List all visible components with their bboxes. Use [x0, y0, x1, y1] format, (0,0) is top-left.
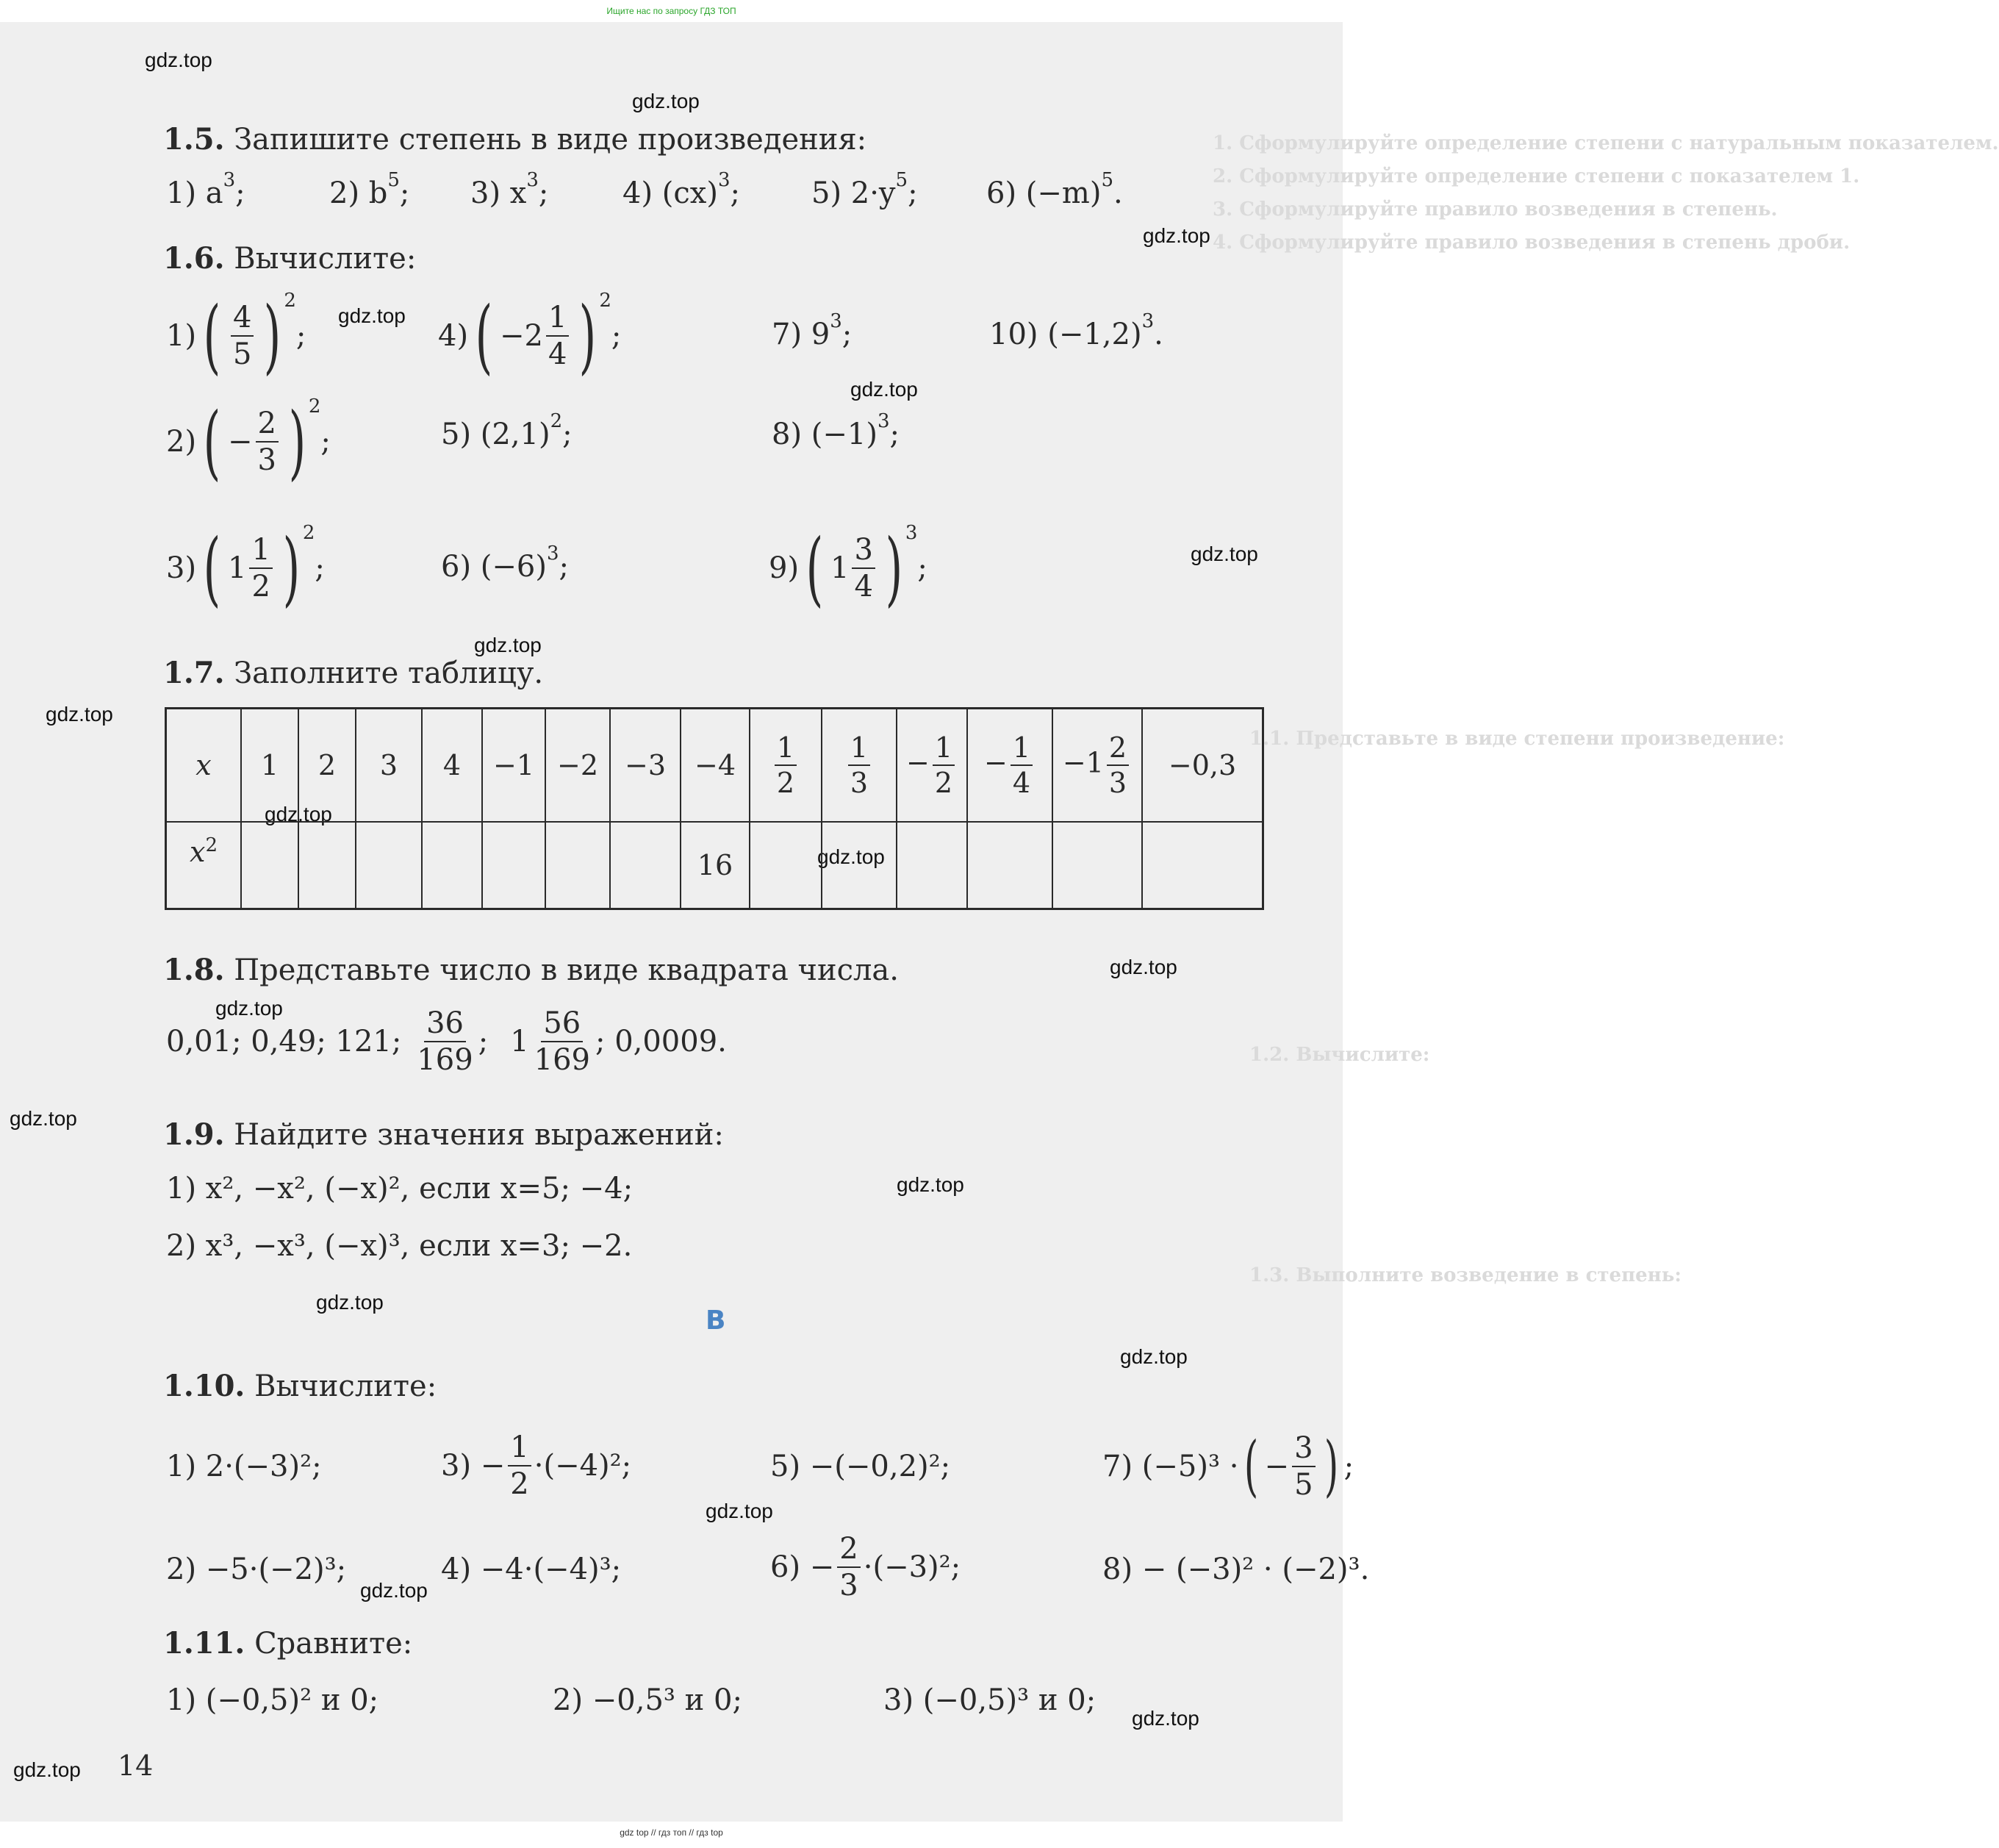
task-1-9-line-1: 1) x², −x², (−x)², если x=5; −4; — [166, 1172, 634, 1206]
watermark: gdz.top — [1110, 956, 1177, 978]
fraction — [414, 1006, 475, 1077]
exponent: 5 — [895, 169, 908, 191]
table-cell-empty — [897, 822, 967, 909]
paren-open: ( — [203, 395, 221, 489]
task-1-5-item — [986, 169, 1123, 210]
exponent: 3 — [526, 169, 539, 191]
numerator: 1 — [848, 734, 870, 766]
denominator: 5 — [232, 337, 252, 371]
fraction — [532, 1006, 592, 1077]
denominator: 3 — [839, 1569, 858, 1602]
denominator: 3 — [1108, 767, 1127, 799]
paren-close: ) — [579, 289, 597, 383]
paren-open: ( — [203, 289, 221, 383]
top-banner: Ищите нас по запросу ГДЗ ТОП — [606, 6, 736, 16]
exponent: 2 — [550, 410, 563, 432]
item-label: 4) — [438, 319, 469, 353]
exponent: 3 — [717, 169, 731, 191]
denominator: 2 — [251, 570, 270, 604]
table-cell — [967, 709, 1052, 823]
watermark: gdz.top — [1132, 1707, 1199, 1730]
numerator: 2 — [837, 1534, 860, 1568]
sign: − — [1264, 1450, 1290, 1483]
numerator: 3 — [852, 535, 875, 569]
item-label: 8) (−1) — [772, 418, 878, 451]
exponent: 3 — [877, 410, 890, 432]
denominator: 3 — [850, 767, 869, 799]
exponent: 5 — [387, 169, 400, 191]
task-1-6-item-6 — [441, 542, 569, 584]
task-1-8-line — [166, 1001, 727, 1082]
task-1-10-item-4: 4) −4·(−4)³; — [441, 1552, 622, 1586]
item-label: 3) − — [441, 1449, 506, 1483]
task-number: 1.6. — [163, 241, 225, 276]
exponent: 2 — [308, 395, 321, 418]
table-cell-empty — [1142, 822, 1263, 909]
task-1-10-item-7 — [1102, 1426, 1354, 1507]
table-cell — [822, 709, 897, 823]
bleed-line: 1. Сформулируйте определение степени с натуральным показателем. — [1213, 132, 1999, 154]
table-cell: −1 — [482, 709, 545, 823]
paren-open: ( — [805, 521, 824, 615]
bleed-line: 1.3. Выполните возведение в степень: — [1249, 1264, 1682, 1286]
sign: − — [905, 746, 930, 779]
bleed-line: 2. Сформулируйте определение степени с показателем 1. — [1213, 165, 1860, 187]
task-1-11-item-3: 3) (−0,5)³ и 0; — [883, 1683, 1097, 1717]
item-end: ; — [917, 551, 927, 585]
task-number: 1.11. — [163, 1626, 245, 1661]
fraction — [1107, 731, 1129, 799]
table-cell-empty — [750, 822, 822, 909]
task-1-8-heading — [163, 953, 899, 987]
task-number: 1.5. — [163, 122, 225, 157]
item-text: 4) (cx) — [622, 176, 718, 210]
task-1-10-item-3 — [441, 1429, 631, 1503]
task-number: 1.9. — [163, 1117, 225, 1152]
task-1-6-item-2 — [166, 394, 331, 490]
table-cell — [750, 709, 822, 823]
task-1-6-item-3 — [166, 520, 325, 616]
item-end: ; — [841, 318, 853, 351]
denominator: 2 — [776, 767, 795, 799]
table-cell: −3 — [610, 709, 681, 823]
separator: ; — [478, 1025, 489, 1059]
item-end: ; — [611, 319, 622, 353]
watermark: gdz.top — [46, 703, 113, 726]
task-title: Вычислите: — [254, 1369, 437, 1403]
denominator: 169 — [534, 1043, 590, 1077]
item-end: ; — [315, 551, 325, 585]
fraction — [508, 1430, 531, 1501]
numerator: 2 — [256, 409, 279, 443]
var-x: x — [195, 749, 212, 781]
task-title: Сравните: — [254, 1627, 413, 1661]
item-end: ; — [320, 425, 331, 459]
bleed-line: 3. Сформулируйте правило возведения в степень. — [1213, 198, 1778, 221]
fraction — [1011, 731, 1033, 799]
table-cell-empty — [482, 822, 545, 909]
difficulty-level-label: B — [706, 1306, 726, 1336]
task-1-5-item — [811, 169, 918, 210]
paren-close: ) — [885, 521, 903, 615]
exponent: 3 — [546, 542, 559, 565]
bleed-line: 1.1. Представьте в виде степени произведение: — [1249, 728, 1785, 750]
numerator: 1 — [508, 1433, 531, 1466]
item-end: ; — [235, 176, 245, 210]
item-text: 2) b — [329, 176, 388, 210]
task-title: Вычислите: — [234, 242, 417, 276]
table-cell: 16 — [681, 822, 750, 909]
task-1-10-item-5: 5) −(−0,2)²; — [770, 1450, 951, 1483]
task-title: Найдите значения выражений: — [234, 1118, 724, 1152]
number-list-tail: ; 0,0009. — [595, 1025, 727, 1059]
table-cell — [897, 709, 967, 823]
denominator: 4 — [548, 337, 567, 371]
fraction — [1292, 1433, 1315, 1500]
denominator: 169 — [417, 1043, 473, 1077]
task-1-10-item-8: 8) − (−3)² · (−2)³. — [1102, 1552, 1370, 1586]
table-cell: 1 — [241, 709, 298, 823]
task-1-10-item-6 — [770, 1530, 961, 1604]
table-header-cell — [166, 709, 242, 823]
task-title: Запишите степень в виде произведения: — [234, 123, 867, 157]
item-label: 9) — [769, 551, 800, 585]
item-end: ; — [889, 418, 900, 451]
task-title: Представьте число в виде квадрата числа. — [234, 953, 899, 987]
watermark: gdz.top — [817, 845, 885, 868]
numerator: 4 — [231, 303, 254, 337]
fraction — [546, 303, 569, 369]
task-number: 1.8. — [163, 953, 225, 987]
paren-open: ( — [203, 521, 221, 615]
watermark: gdz.top — [316, 1291, 384, 1314]
watermark: gdz.top — [474, 634, 542, 656]
denominator: 4 — [1012, 767, 1031, 799]
item-text: 1) a — [166, 176, 223, 210]
item-label: 6) (−6) — [441, 550, 547, 584]
footer-links: gdz top // гдз топ // гдз top — [620, 1827, 723, 1838]
fraction — [848, 731, 870, 799]
item-label: 3) — [166, 551, 197, 585]
item-label: 2) — [166, 425, 197, 459]
watermark: gdz.top — [1120, 1345, 1188, 1368]
paren-open: ( — [1244, 1428, 1259, 1505]
table-row-x-squared — [166, 822, 1263, 909]
task-number: 1.7. — [163, 656, 225, 690]
watermark: gdz.top — [632, 90, 700, 112]
task-1-5-item — [622, 169, 740, 210]
bleed-line: 4. Сформулируйте правило возведения в степень дроби. — [1213, 232, 1851, 254]
table-cell: −4 — [681, 709, 750, 823]
exponent: 2 — [599, 290, 611, 312]
table-cell-empty — [967, 822, 1052, 909]
whole-part: 1 — [227, 551, 247, 585]
numerator: 1 — [1011, 734, 1033, 766]
task-1-10-item-2: 2) −5·(−2)³; — [166, 1552, 347, 1586]
table-cell: −2 — [545, 709, 610, 823]
task-1-10-heading — [163, 1369, 437, 1403]
item-end: . — [1113, 176, 1123, 210]
exponent: 2 — [284, 290, 296, 312]
bleed-line: 1.2. Вычислите: — [1249, 1044, 1430, 1066]
task-1-6-item-1 — [166, 288, 306, 384]
item-end: . — [1154, 318, 1163, 351]
task-1-6-item-9 — [769, 520, 927, 616]
item-label: 10) (−1,2) — [989, 318, 1142, 351]
item-end: ; — [562, 418, 573, 451]
watermark: gdz.top — [13, 1758, 81, 1781]
numerator: 1 — [933, 734, 955, 766]
table-cell-empty — [241, 822, 298, 909]
squares-table — [165, 707, 1264, 910]
table-cell: 3 — [356, 709, 422, 823]
task-1-5-item — [470, 169, 549, 210]
paren-close: ) — [288, 395, 306, 489]
denominator: 5 — [1294, 1468, 1313, 1502]
task-1-6-item-7 — [772, 310, 853, 351]
item-end: ; — [295, 319, 306, 353]
item-label: 6) − — [770, 1550, 835, 1584]
table-cell-empty — [1052, 822, 1142, 909]
exponent: 5 — [1101, 169, 1113, 191]
numerator: 1 — [546, 303, 569, 337]
whole-part: 1 — [830, 551, 850, 585]
item-text: 5) 2·y — [811, 176, 896, 210]
task-number: 1.10. — [163, 1369, 245, 1403]
watermark: gdz.top — [1143, 224, 1210, 247]
watermark: gdz.top — [265, 803, 332, 825]
denominator: 3 — [257, 443, 276, 477]
denominator: 4 — [854, 570, 873, 604]
task-1-9-line-2: 2) x³, −x³, (−x)³, если x=3; −2. — [166, 1229, 633, 1263]
table-cell-empty — [422, 822, 482, 909]
task-1-9-heading — [163, 1117, 724, 1152]
table-cell-empty — [610, 822, 681, 909]
table-cell: 4 — [422, 709, 482, 823]
sign: −1 — [1062, 746, 1104, 779]
watermark: gdz.top — [1191, 542, 1258, 565]
number-list: 0,01; 0,49; 121; — [166, 1025, 402, 1059]
fraction — [933, 731, 955, 799]
exponent: 2 — [302, 522, 315, 544]
table-cell-empty — [822, 822, 897, 909]
fraction — [231, 303, 254, 369]
task-1-5-heading — [163, 122, 866, 157]
table-cell — [1052, 709, 1142, 823]
sign: − — [227, 425, 253, 459]
watermark: gdz.top — [706, 1500, 773, 1522]
fraction — [775, 731, 797, 799]
task-1-7-heading — [163, 656, 543, 690]
item-label: 5) (2,1) — [441, 418, 550, 451]
page-number: 14 — [118, 1749, 154, 1782]
table-header-cell — [166, 822, 242, 909]
task-1-11-heading — [163, 1626, 412, 1661]
item-end: ; — [1343, 1450, 1354, 1483]
task-1-5-item — [166, 169, 245, 210]
exponent: 3 — [905, 522, 918, 544]
numerator: 3 — [1292, 1433, 1315, 1467]
var-x: x — [190, 836, 206, 868]
table-cell: −0,3 — [1142, 709, 1263, 823]
sign: − — [983, 746, 1008, 779]
table-row-x — [166, 709, 1263, 823]
table-cell-empty — [298, 822, 356, 909]
task-1-5-item — [329, 169, 410, 210]
watermark: gdz.top — [897, 1173, 964, 1196]
task-1-11-item-2: 2) −0,5³ и 0; — [553, 1683, 742, 1717]
watermark: gdz.top — [10, 1107, 77, 1130]
paren-open: ( — [475, 289, 493, 383]
task-1-11-item-1: 1) (−0,5)² и 0; — [166, 1683, 379, 1717]
watermark: gdz.top — [338, 304, 406, 327]
item-label: 7) (−5)³ · — [1102, 1450, 1239, 1483]
task-1-6-item-10 — [989, 310, 1163, 351]
watermark: gdz.top — [850, 378, 918, 401]
fraction — [852, 533, 875, 604]
exponent: 3 — [830, 310, 842, 332]
item-label: 1) — [166, 319, 197, 353]
item-rest: ·(−4)²; — [534, 1449, 632, 1483]
paren-close: ) — [264, 289, 281, 383]
denominator: 2 — [934, 767, 953, 799]
item-label: 7) 9 — [772, 318, 830, 351]
exponent: 3 — [223, 169, 236, 191]
whole-part: 1 — [510, 1025, 529, 1059]
numerator: 36 — [424, 1009, 466, 1042]
paren-close: ) — [1324, 1428, 1338, 1505]
item-end: ; — [399, 176, 410, 210]
whole-part: −2 — [499, 319, 543, 353]
watermark: gdz.top — [215, 997, 283, 1020]
watermark: gdz.top — [145, 49, 212, 71]
numerator: 56 — [541, 1009, 583, 1042]
table-cell-empty — [356, 822, 422, 909]
item-end: ; — [730, 176, 740, 210]
watermark: gdz.top — [360, 1579, 428, 1602]
fraction — [837, 1534, 860, 1600]
task-1-6-item-4 — [438, 288, 621, 384]
table-cell-empty — [545, 822, 610, 909]
item-end: ; — [559, 550, 569, 584]
item-text: 3) x — [470, 176, 527, 210]
item-end: ; — [538, 176, 549, 210]
paren-close: ) — [282, 521, 301, 615]
table-cell: 2 — [298, 709, 356, 823]
task-title: Заполните таблицу. — [234, 656, 544, 690]
item-rest: ·(−3)²; — [863, 1550, 961, 1584]
exponent: 3 — [1141, 310, 1155, 332]
fraction — [256, 409, 279, 475]
task-1-6-heading — [163, 241, 416, 276]
item-end: ; — [908, 176, 918, 210]
exponent: 2 — [205, 834, 218, 856]
task-1-6-item-8 — [772, 410, 900, 451]
numerator: 1 — [249, 535, 272, 569]
task-1-10-item-1: 1) 2·(−3)²; — [166, 1450, 322, 1483]
task-1-6-item-5 — [441, 410, 573, 451]
numerator: 2 — [1107, 734, 1129, 766]
numerator: 1 — [775, 734, 797, 766]
denominator: 2 — [510, 1467, 529, 1501]
fraction — [249, 533, 272, 604]
item-text: 6) (−m) — [986, 176, 1102, 210]
